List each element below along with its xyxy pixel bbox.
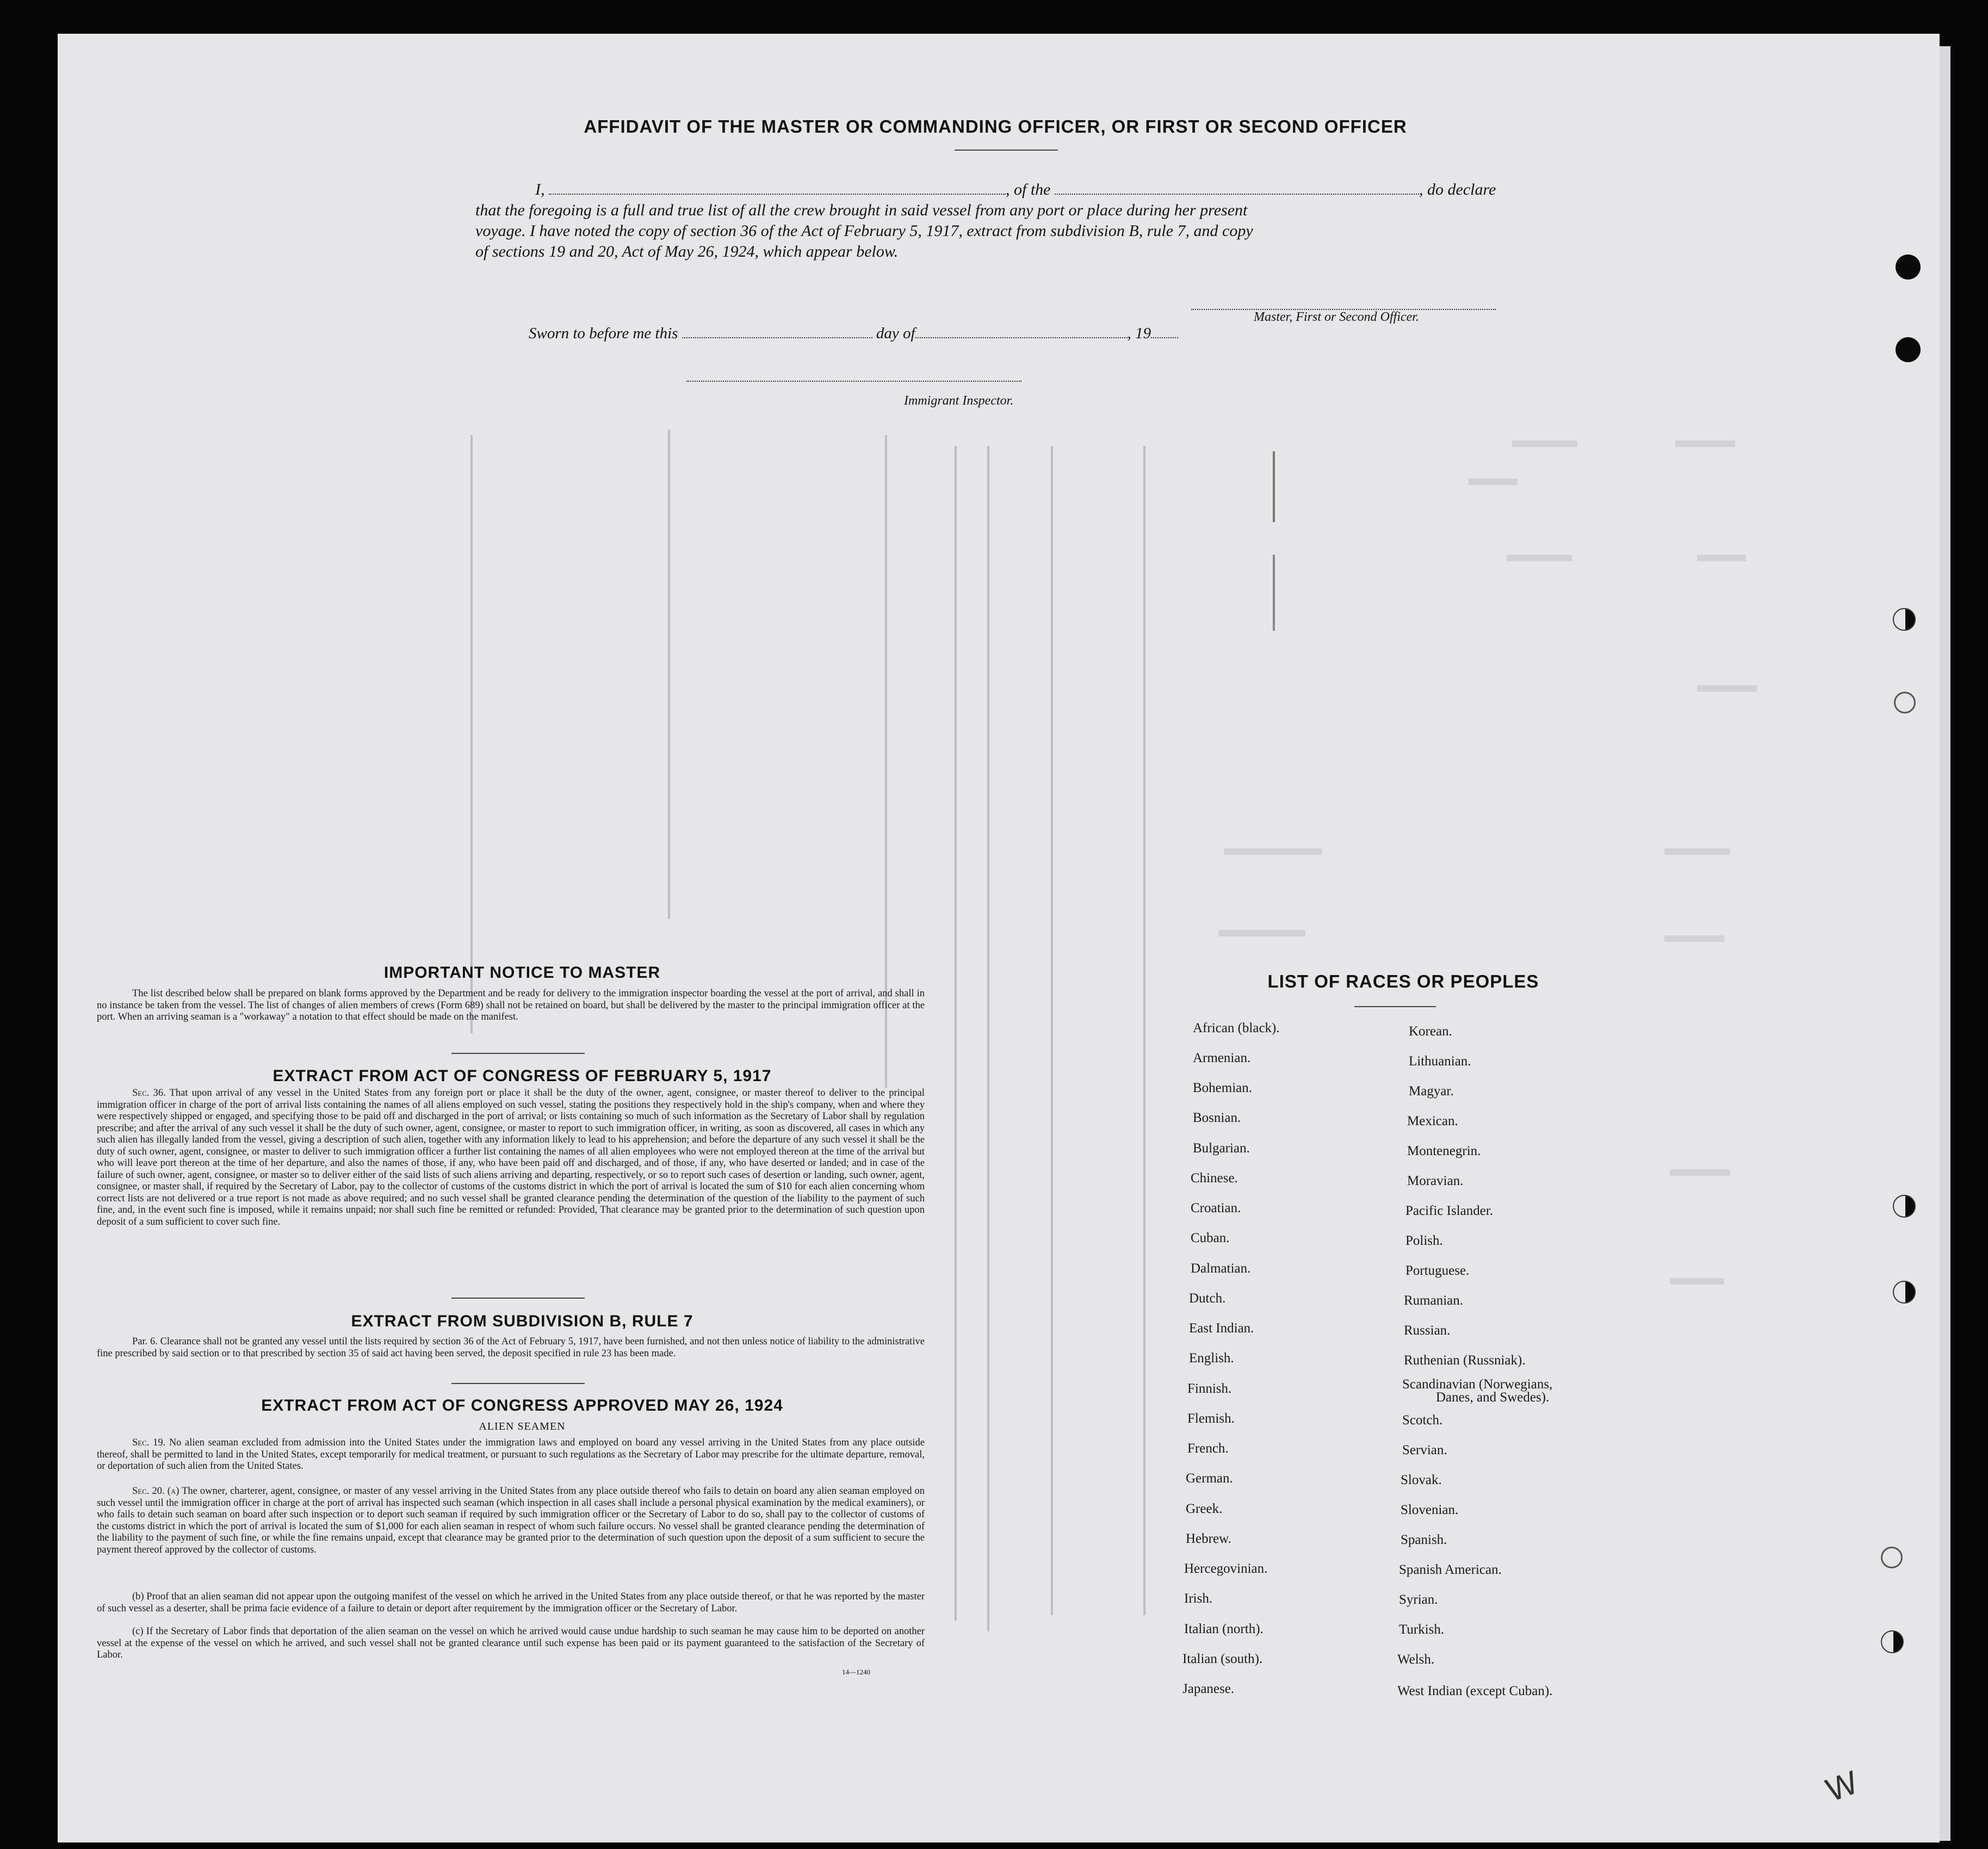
race-item: Cuban. (1191, 1231, 1230, 1245)
sec20-label: Sec. 20. (a) (132, 1486, 179, 1497)
section-rule (451, 1383, 585, 1384)
bleed-through-text (1664, 848, 1730, 855)
bleed-through-text (1512, 440, 1577, 447)
race-item: Turkish. (1399, 1622, 1445, 1637)
sec20a-text: The owner, charterer, agent, consignee, or master of any vessel arriving in the United States from any place outside thereof who fails to detain on board any alien seaman employed on such vessel until the immigration officer in charge at the port of arrival has inspected such seaman (which inspection in all cases shall include a personal physical examination by the medical examiners), or who fails to detain such seaman on board after such inspection or to deport such seaman if required by such immigration officer or the Secretary of Labor to do so, shall pay to the collector of customs of the customs district in which the port of arrival is located the sum of $1,000 for each alien seaman in respect of whom such failure occurs. No vessel shall be granted clearance pending the determination of the liability to the payment of such fine, or while the fine remains unpaid, except that clearance may be granted prior to the determination of such question upon the deposit of a sum sufficient to secure the payment thereof approved by the collector of customs. (97, 1486, 925, 1555)
binder-hole (1896, 337, 1921, 362)
race-item: Scandinavian (Norwegians, (1402, 1377, 1553, 1392)
race-item: Chinese. (1191, 1171, 1238, 1186)
race-item: Italian (south). (1182, 1652, 1263, 1666)
sec19-text: No alien seaman excluded from admission into the United States under the immigration laws and employed on board any vessel arriving in the United States from any place outside thereof, shall be permitted to land in the United States, except temporarily for medical treatment, or pursuant to such regulations as the Secretary of Labor may prescribe for the ultimate departure, removal, or deportation of such alien from the United States. (97, 1437, 925, 1472)
affidavit-title: AFFIDAVIT OF THE MASTER OR COMMANDING OFFICER, OR FIRST OR SECOND OFFICER (584, 116, 1407, 136)
race-item: Slovak. (1401, 1473, 1442, 1487)
title-rule (955, 150, 1058, 151)
race-item: Rumanian. (1404, 1293, 1464, 1308)
race-item: East Indian. (1189, 1321, 1254, 1336)
declaration-line-3: of sections 19 and 20, Act of May 26, 1924, which appear below. (475, 243, 899, 260)
master-signature-label: Master, First or Second Officer. (1254, 310, 1419, 324)
bleed-through-line (470, 435, 473, 1033)
sec20b-text: (b) Proof that an alien seaman did not appear upon the outgoing manifest of the vessel on which he arrived in the United States from any place outside thereof, or that he was reported by the master of such vessel as a deserter, shall be prima facie evidence of a failure to detain or deport after requirement by the immigration officer or the Secretary of Labor. (97, 1591, 925, 1614)
race-item: Bulgarian. (1193, 1141, 1250, 1156)
binder-hole (1893, 608, 1916, 631)
bleed-through-line (1143, 446, 1145, 1615)
race-item: Dalmatian. (1191, 1261, 1251, 1276)
race-item: Servian. (1402, 1443, 1447, 1457)
race-item: Finnish. (1187, 1381, 1232, 1396)
binder-hole (1881, 1630, 1904, 1653)
race-item: Flemish. (1187, 1411, 1235, 1426)
bleed-through-line (1051, 446, 1053, 1615)
race-item: Dutch. (1189, 1291, 1226, 1306)
race-item: Spanish American. (1399, 1562, 1502, 1577)
bleed-through-text (1697, 685, 1757, 692)
extract-1917-body (97, 1088, 925, 1228)
race-item: African (black). (1193, 1021, 1280, 1035)
race-item: Italian (north). (1184, 1622, 1264, 1636)
bleed-through-text (1218, 930, 1305, 936)
form-number: 14—1240 (842, 1668, 870, 1676)
section-rule (451, 1298, 585, 1299)
race-item: French. (1187, 1441, 1229, 1456)
bleed-through-text (1670, 1278, 1724, 1285)
bleed-through-line (987, 446, 989, 1631)
notice-title: IMPORTANT NOTICE TO MASTER (383, 964, 661, 982)
extract-1917-text: That upon arrival of any vessel in the United States from any foreign port or place it shall be the duty of the owner, agent, consignee, or master thereof to deliver to the principal immigration officer in charge of the port of arrival lists containing the names of all aliens employed on such vessel, stating the positions they respectively hold in the ship's company, when and where they were respectively shipped or engaged, and specifying those to be paid off and discharged in the port of arrival; or lists containing so much of such information as the Secretary of Labor shall by regulation prescribe; and after the arrival of any such vessel it shall be the duty of such owner, agent, consignee, or master to report to such immigration officer, in writing, as soon as discovered, all cases in which any such alien has illegally landed from the vessel, giving a description of such alien, together with any information likely to lead to his apprehension; and before the departure of any such vessel it shall be the duty of such owner, agent, consignee, or master to deliver to such immigration officer a further list containing the names of all alien employees who were not employed thereon at the time of the arrival but who will leave port thereon at the time of her departure, and also the names of those, if any, who have been paid off and discharged, and of those, if any, who have deserted or landed; and in case of the failure of such owner, agent, consignee, or master so to deliver either of the said lists of such aliens arriving and departing, respectively, or so to report such cases of desertion or landing, such owner, agent, consignee, or master shall, if required by the Secretary of Labor, pay to the collector of customs of the customs district in which the port of arrival is located the sum of $10 for each alien concerning whom correct lists are not delivered or a true report is not made as above required; and no such vessel shall be granted clearance pending the determination of the question of the liability to the payment of such fine, and, in the event such fine is imposed, while it remains unpaid; nor shall such fine be remitted or refunded: Provided, That clearance may be granted prior to the determination of such question upon deposit of a sum sufficient to cover such fine. (97, 1088, 925, 1227)
corner-handwritten-mark: W (1821, 1764, 1863, 1809)
sworn-day-field[interactable] (682, 324, 872, 338)
of-the-label: , of the (1006, 181, 1051, 198)
do-declare-label: , do declare (1419, 181, 1496, 198)
bleed-through-line (668, 430, 670, 919)
bleed-through-text (1224, 848, 1322, 855)
extract-1924-title: EXTRACT FROM ACT OF CONGRESS APPROVED MAY 26, 1924 (261, 1397, 783, 1414)
race-item: Irish. (1184, 1591, 1213, 1606)
race-item: Greek. (1186, 1501, 1223, 1516)
race-item-continuation: Danes, and Swedes). (1436, 1390, 1550, 1405)
affidavit-i: I, (535, 181, 545, 198)
section-rule (451, 1053, 585, 1054)
bleed-through-line (1273, 451, 1275, 522)
notice-text: The list described below shall be prepared on blank forms approved by the Department and be ready for delivery to the immigration inspector boarding the vessel at the port of arrival, and shall in no instance be taken from the vessel. The list of changes of alien members of crews (Form 689) shall not be retained on board, but shall be delivered by the master to the principal immigration officer at the port. When an arriving seaman is a "workaway" a notation to that effect should be made on the manifest. (97, 988, 925, 1022)
race-item: Hercegovinian. (1184, 1561, 1268, 1576)
race-item: Bohemian. (1193, 1081, 1253, 1095)
extract-rule7-title: EXTRACT FROM SUBDIVISION B, RULE 7 (351, 1312, 693, 1330)
race-item: Portuguese. (1405, 1263, 1470, 1278)
race-item: Croatian. (1191, 1201, 1241, 1215)
race-item: Hebrew. (1186, 1531, 1231, 1546)
race-item: Russian. (1404, 1323, 1451, 1338)
bleed-through-text (1670, 1169, 1730, 1176)
race-item: Welsh. (1397, 1652, 1435, 1667)
sec20a-body (97, 1486, 925, 1556)
race-item: English. (1189, 1351, 1234, 1366)
sworn-line (529, 324, 1178, 343)
binder-hole (1894, 692, 1916, 713)
bleed-through-text (1664, 935, 1724, 942)
races-title-rule (1354, 1006, 1436, 1007)
inspector-signature-line[interactable] (686, 381, 1021, 382)
race-item: Moravian. (1407, 1174, 1464, 1188)
extract-rule7-text: Par. 6. Clearance shall not be granted any vessel until the lists required by section 36 of the Act of February 5, 1917, have been furnished, and not then unless notice of liability to the administrative fine prescribed by said section or to that prescribed by section 35 of said act having been served, the deposit specified in rule 23 has been made. (97, 1336, 925, 1359)
race-item: Korean. (1409, 1024, 1452, 1039)
race-item: German. (1186, 1471, 1233, 1486)
sworn-label: Sworn to before me this (529, 325, 678, 342)
bleed-through-text (1469, 479, 1518, 485)
sworn-month-field[interactable] (915, 324, 1128, 338)
sworn-year-field[interactable] (1151, 324, 1178, 338)
declaration-line-1: that the foregoing is a full and true list of all the crew brought in said vessel from any port or place during her present (475, 201, 1248, 219)
bleed-through-text (1507, 555, 1572, 561)
race-item: Spanish. (1401, 1532, 1447, 1547)
affidavit-declaration (475, 179, 1563, 262)
year-label: , 19 (1127, 325, 1151, 342)
sec19-body (97, 1437, 925, 1473)
race-item: Armenian. (1193, 1051, 1251, 1065)
race-item: Pacific Islander. (1405, 1203, 1494, 1218)
race-item: Japanese. (1182, 1682, 1235, 1696)
day-of-label: day of (876, 325, 915, 342)
extract-1917-title: EXTRACT FROM ACT OF CONGRESS OF FEBRUARY 5, 1917 (273, 1067, 772, 1085)
alien-seamen-subtitle: ALIEN SEAMEN (479, 1420, 566, 1432)
binder-hole (1896, 255, 1921, 280)
declarant-name-field[interactable] (549, 181, 1006, 195)
race-item: Slovenian. (1401, 1503, 1459, 1517)
declaration-line-2: voyage. I have noted the copy of section 36 of the Act of February 5, 1917, extract from subdivision B, rule 7, and copy (475, 222, 1253, 240)
races-title: LIST OF RACES OR PEOPLES (1267, 971, 1539, 991)
document-page (58, 34, 1940, 1842)
bleed-through-text (1675, 440, 1735, 447)
binder-hole (1881, 1547, 1903, 1568)
race-item: Montenegrin. (1407, 1144, 1481, 1158)
bleed-through-line (1273, 555, 1275, 631)
race-item: West Indian (except Cuban). (1397, 1684, 1553, 1698)
binder-hole (1893, 1281, 1916, 1304)
bleed-through-line (955, 446, 957, 1621)
race-item: Syrian. (1399, 1592, 1438, 1607)
extract-1917-section: Sec. 36. (132, 1088, 166, 1099)
race-item: Scotch. (1402, 1413, 1443, 1428)
race-item: Polish. (1405, 1233, 1443, 1248)
race-item: Bosnian. (1193, 1110, 1241, 1125)
sec19-label: Sec. 19. (132, 1437, 166, 1448)
vessel-name-field[interactable] (1055, 181, 1419, 195)
sec20c-text: (c) If the Secretary of Labor finds that deportation of the alien seaman on the vessel on which he arrived would cause undue hardship to such seaman he may cause him to be deported on another vessel at the expense of the vessel on which he arrived, and such vessel shall not be granted clearance until such expense has been paid or its payment guaranteed to the satisfaction of the Secretary of Labor. (97, 1626, 925, 1660)
bleed-through-text (1697, 555, 1746, 561)
race-item: Ruthenian (Russniak). (1404, 1353, 1526, 1368)
binder-hole (1893, 1195, 1916, 1218)
race-item: Magyar. (1409, 1084, 1454, 1099)
inspector-signature-label: Immigrant Inspector. (904, 394, 1014, 408)
race-item: Mexican. (1407, 1114, 1458, 1128)
race-item: Lithuanian. (1409, 1054, 1471, 1069)
